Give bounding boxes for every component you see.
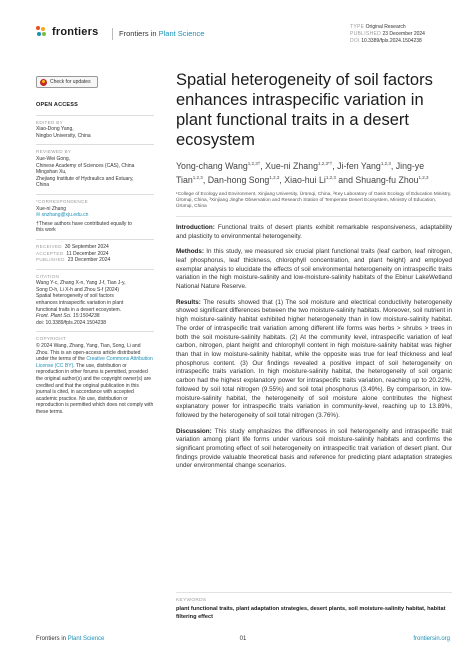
author[interactable]: Jing-ye Tian$^{1,2,3}$ <box>176 160 425 185</box>
frontiers-logo-icon <box>36 26 48 38</box>
footer-site-link[interactable]: frontiersin.org <box>413 636 450 642</box>
article-type: Original Research <box>365 24 406 30</box>
author[interactable]: Ji-fen Yang$^{1,2,3}$ <box>337 160 391 171</box>
article-meta: TYPE Original Research PUBLISHED 23 December 2024 DOI 10.3389/fpls.2024.1504238 <box>350 24 425 45</box>
correspondence-email-link[interactable]: ✉ xnzhang@xju.edu.cn <box>36 212 89 219</box>
author[interactable]: Xue-ni Zhang$^{1,2,3*\dagger}$ <box>265 160 333 171</box>
author[interactable]: Dan-hong Song$^{1,2,3}$ <box>207 174 280 185</box>
abstract-methods: Methods: In this study, we measured six crucial plant functional traits (leaf carbon, leaf nitrogen, leaf phosphorus, leaf thickness, chlorophyll concentration, and plant height) and employed exemplar analysis to elucidate the effects of soil environmental heterogeneity on intraspecific traits variation in the high moisture-salinity and low-moisture-salinity habitats of the Ebinur LakeWetland National Nature Reserve. <box>176 248 452 291</box>
keywords: KEYWORDS plant functional traits, plant adaptation strategies, desert plants, soil moisture-salinity habitat, habitat filtering effect <box>176 592 452 621</box>
page-footer <box>36 636 450 646</box>
check-updates-icon <box>40 79 47 86</box>
copyright: COPYRIGHT © 2024 Wang, Zhang, Yang, Tian, Song, Li and Zhou. This is an open-access article distributed under the terms of the Creative Commons Attribution License (CC BY). The use, distribution or reproduction in other forums is permitted, provided the original author(s) and the copyright owner(s) are credited and that the original publication in this journal is cited, in accordance with accepted academic practice. No use, distribution or reproduction is permitted which does not comply with these terms. <box>36 331 154 415</box>
author-list: Yong-chang Wang$^{1,2,3\dagger}$, Xue-ni Zhang$^{1,2,3*\dagger}$, Ji-fen Yang$^{1,2,3}$, Jing-ye Tian$^{1,2,3}$, Dan-hong Song$^{1,2,3}$, Xiao-hui Li$^{1,2,3}$ and Shuang-fu Zhou$^{1,2,3}$ <box>176 160 429 185</box>
author[interactable]: Xiao-hui Li$^{1,2,3}$ <box>284 174 336 185</box>
citation: CITATION Wang Y-c, Zhang X-n, Yang J-f, Tian J-y, Song D-h, Li X-h and Zhou S-f (2024) Spatial heterogeneity of soil factors enhances intraspecific variation in plant functional traits in a desert ecosystem. Front. Plant Sci. 15:1504238. doi: 10.3389/fpls.2024.1504238 <box>36 269 154 327</box>
edited-by: EDITED BY Xiao-Dong Yang, Ningbo University, China <box>36 115 154 140</box>
page-number: 01 <box>239 636 247 642</box>
article-sidebar <box>36 76 154 421</box>
doi[interactable]: 10.3389/fpls.2024.1504238 <box>361 38 422 45</box>
logo-text: frontiers <box>52 26 99 38</box>
abstract-discussion: Discussion: This study emphasizes the differences in soil heterogeneity and intraspecific trait variation among plant life forms under various soil moisture-salinity habitats and confirms the significant promoting effect of soil heterogeneity on intraspecific trait variation of desert plant. Our findings provide valuable theoretical basis and reference for predicting plant adaptation strategies under environmental change scenarios. <box>176 427 452 470</box>
publish-date: 23 December 2024 <box>382 31 425 38</box>
affiliations: ¹College of Ecology and Environment, Xinjiang University, Ürümqi, China, ²Key Laboratory of Oasis Ecology of Education Ministry, Ürümqi, China, ³Xinjiang Jinghe Observation and Research Station of Temperate Desert Ecosystem, Ministry of Education, Ürümqi, China <box>176 192 452 217</box>
abstract-introduction: Introduction: Functional traits of desert plants exhibit remarkable responsiveness, adaptability and plasticity to environmental heterogeneity. <box>176 223 452 240</box>
check-for-updates-button[interactable]: Check for updates <box>36 76 98 88</box>
article-main <box>176 70 452 478</box>
license-link[interactable]: Creative Commons Attribution License (CC BY) <box>36 356 153 369</box>
reviewed-by: REVIEWED BY Xue-Wei Gong, Chinese Academy of Sciences (CAS), China Mingshan Xu, Zhejiang Institute of Hydraulics and Estuary, China <box>36 144 154 189</box>
open-access-label: OPEN ACCESS <box>36 102 79 108</box>
author[interactable]: Shuang-fu Zhou$^{1,2,3}$ <box>355 174 429 185</box>
author[interactable]: Yong-chang Wang$^{1,2,3\dagger}$ <box>176 160 261 171</box>
article-dates: RECEIVED 30 September 2024 ACCEPTED 11 December 2024 PUBLISHED 23 December 2024 <box>36 239 154 264</box>
article-title: Spatial heterogeneity of soil factors enhances intraspecific variation in plant functional traits in a desert ecosystem <box>176 71 433 149</box>
abstract <box>176 224 452 471</box>
journal-name[interactable]: Frontiers in Plant Science <box>112 28 204 40</box>
correspondence: *CORRESPONDENCE Xue-ni Zhang ✉ xnzhang@xju.edu.cn †These authors have contributed equally to this work <box>36 194 154 234</box>
keyword-list: plant functional traits, plant adaptation strategies, desert plants, soil moisture-salinity habitat, habitat filtering effect <box>176 606 446 620</box>
frontiers-logo[interactable] <box>36 26 98 38</box>
page-header <box>36 24 450 46</box>
abstract-results: Results: The results showed that (1) The soil moisture and electrical conductivity heterogeneity showed significant differences between the two moisture-salinity habitats. Moreover, soil nutrient in high moisture-salinity habitat exhibited higher heterogeneity than in low moisture-salinity habitat. The order of intraspecific trait variation among different life forms was herbs > shrubs > trees in both the soil moisture-salinity habitats. (2) At the community level, intraspecific variation of leaf carbon, nitrogen, plant height and chlorophyll content in high moisture-salinity habitat was higher than that in low moisture-salinity habitat, while the opposite was true for leaf thickness and leaf phosphorus content. (3) Our findings revealed a positive impact of soil heterogeneity on intraspecific traits variation. In high moisture-salinity habitat, the heterogeneity of soil organic carbon had the highest explanatory power for intraspecific traits variation, reaching up to 20.22%, followed by soil total nitrogen (9.55%) and soil total phosphorus (3.49%). By comparison, in low-moisture-salinity habitat, the heterogeneity of soil moisture alone contributes the highest explanatory power for intraspecific traits variation in community-level, reaching up to 13.89%, followed by the heterogeneity of soil total nitrogen (3.76%). <box>176 298 452 419</box>
footer-journal: Frontiers in Plant Science <box>36 636 105 642</box>
